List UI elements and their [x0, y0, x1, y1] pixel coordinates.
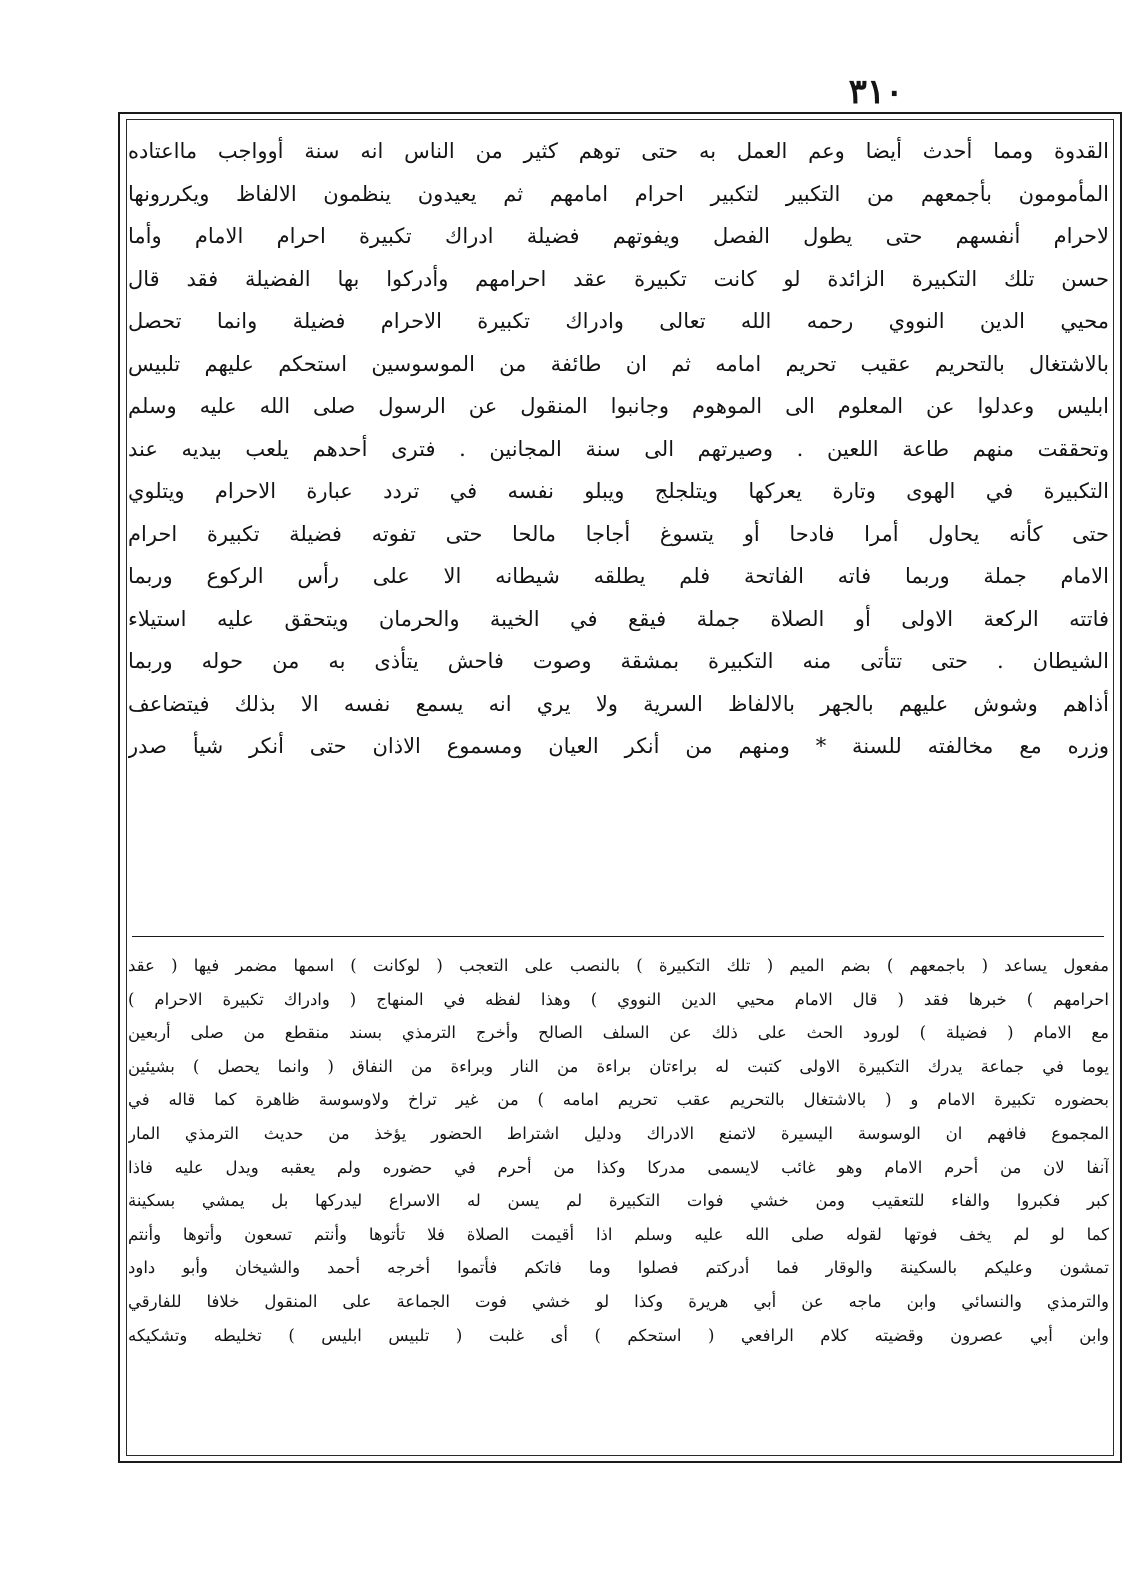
commentary-line: احرامهم ) خبرها فقد ( قال الامام محيي الدين النووي ) وهذا لفظه في المنهاج ( وادراك تكبيرة الاحرام ) [128, 989, 1109, 1009]
commentary-line: يوما في جماعة يدرك التكبيرة الاولى كتبت له براءتان براءة من النار وبراءة من النفاق ( وانما يحصل ) بشيئين [128, 1056, 1109, 1076]
main-text-line: الامام جملة وربما فاته الفاتحة فلم يطلقه شيطانه الا على رأس الركوع وربما [128, 564, 1109, 588]
commentary-line: والترمذي والنسائي وابن ماجه عن أبي هريرة وكذا لو خشي فوت الجماعة على المنقول خلافا للفارقي [128, 1291, 1109, 1311]
commentary-line: بحضوره تكبيرة الامام و ( بالاشتغال بالتحريم عقب تحريم امامه ) من غير تراخ ولاوسوسة ظاهرة كما قاله في [128, 1090, 1109, 1110]
main-text-line: التكبيرة في الهوى وتارة يعركها ويتلجلج ويبلو نفسه في تردد عبارة الاحرام ويتلوي [128, 479, 1109, 503]
main-text-line: ابليس وعدلوا عن المعلوم الى الموهوم وجانبوا المنقول عن الرسول صلى الله عليه وسلم [128, 394, 1109, 418]
main-text-line: وتحققت منهم طاعة اللعين . وصيرتهم الى سنة المجانين . فترى أحدهم يلعب بيديه عند [128, 436, 1109, 461]
main-text-line: المأمومون بأجمعهم من التكبير لتكبير احرام امامهم ثم يعيدون ينظمون الالفاظ ويكررونها [128, 181, 1109, 206]
commentary-line: المجموع فافهم ان الوسوسة اليسيرة لاتمنع الادراك ودليل اشتراط الحضور يؤخذ من حديث الترمذي المار [128, 1123, 1109, 1143]
commentary-line: كبر فكبروا والفاء للتعقيب ومن خشي فوات التكبيرة لم يسن له الاسراع ليدركها بل يمشي بسكينة [128, 1191, 1109, 1211]
commentary-line: وابن أبي عصرون وقضيته كلام الرافعي ( استحكم ) أى غلبت ( تلبيس ابليس ) تخليطه وتشكيكه [128, 1325, 1109, 1345]
main-text-line: وزره مع مخالفته للسنة * ومنهم من أنكر العيان ومسموع الاذان حتى أنكر شيأ صدر [128, 734, 1109, 758]
main-text-line: القدوة ومما أحدث أيضا وعم العمل به حتى توهم كثير من الناس انه سنة أوواجب مااعتاده [128, 139, 1109, 163]
main-text-line: أذاهم وشوش عليهم بالجهر بالالفاظ السرية ولا يري انه يسمع نفسه الا بذلك فيتضاعف [128, 691, 1109, 716]
main-text-line: بالاشتغال بالتحريم عقيب تحريم امامه ثم ان طائفة من الموسوسين استحكم عليهم تلبيس [128, 351, 1109, 376]
main-text-line: حسن تلك التكبيرة الزائدة لو كانت تكبيرة عقد احرامهم وأدركوا بها الفضيلة فقد قال [128, 266, 1109, 291]
main-text-line: فاتته الركعة الاولى أو الصلاة جملة فيقع في الخيبة والحرمان ويتحقق عليه استيلاء [128, 606, 1109, 631]
commentary-line: آنفا لان من أحرم الامام وهو غائب لايسمى مدركا وكذا من أحرم في حضوره ولم يعقبه ويدل عليه فاذا [128, 1157, 1109, 1177]
main-text-line: حتى كأنه يحاول أمرا فادحا أو يتسوغ أجاجا مالحا حتى تفوته فضيلة تكبيرة احرام [128, 521, 1109, 546]
page-number: ٣١٠ [848, 72, 904, 112]
commentary-line: كما لو لم يخف فوتها لقوله صلى الله عليه وسلم اذا أقيمت الصلاة فلا تأتوها وأنتم تسعون وأتوها وأنتم [128, 1224, 1109, 1244]
main-text-line: محيي الدين النووي رحمه الله تعالى وادراك تكبيرة الاحرام فضيلة وانما تحصل [128, 309, 1109, 333]
commentary-line: مفعول يساعد ( باجمعهم ) بضم الميم ( تلك التكبيرة ) بالنصب على التعجب ( لوكانت ) اسمها مضمر فيها ( عقد [128, 956, 1109, 975]
commentary-line: تمشون وعليكم بالسكينة والوقار فما أدركتم فصلوا وما فاتكم فأتموا أخرجه أحمد والشيخان وأبو داود [128, 1258, 1109, 1278]
commentary-line: مع الامام ( فضيلة ) لورود الحث على ذلك عن السلف الصالح وأخرج الترمذي بسند منقطع من صلى أربعين [128, 1023, 1109, 1043]
main-text-line: الشيطان . حتى تتأتى منه التكبيرة بمشقة وصوت فاحش يتأذى به من حوله وربما [128, 649, 1109, 673]
main-text-block [128, 130, 1109, 930]
text-divider [132, 936, 1104, 937]
main-text-line: لاحرام أنفسهم حتى يطول الفصل ويفوتهم فضيلة ادراك تكبيرة احرام الامام وأما [128, 224, 1109, 248]
commentary-block [128, 949, 1109, 1455]
